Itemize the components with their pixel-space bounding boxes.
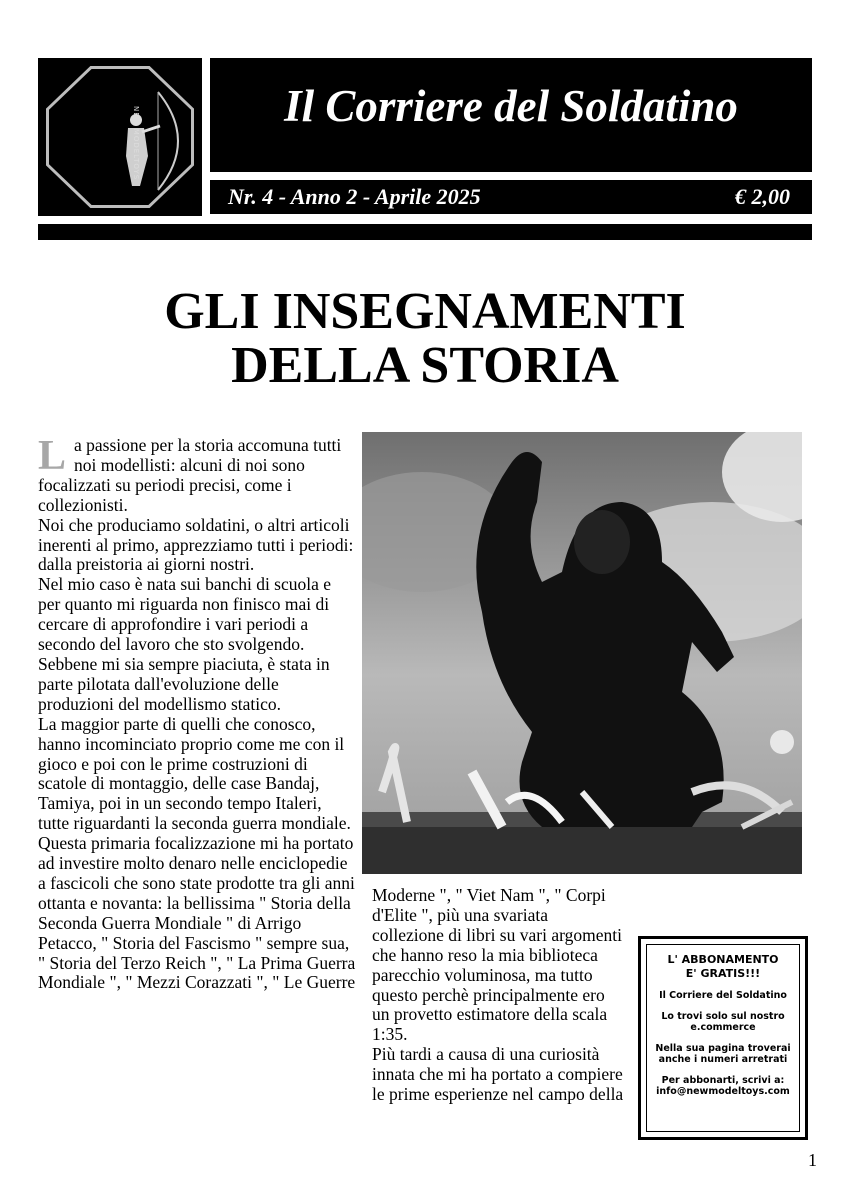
masthead-logo: [38, 58, 202, 216]
article-paragraph: Moderne ", " Viet Nam ", " Corpi d'Elite ", più una svariata collezione di libri su vari argomenti che hanno reso la mia biblioteca parecchio voluminosa, ma tutto questo perchè principalmente ero un provetto estimatore della scala 1:35.: [372, 885, 622, 1045]
article-paragraph: Nel mio caso è nata sui banchi di scuola e per quanto mi riguarda non finisco mai di cercare di approfondire i vari periodi a secondo del lavoro che sto svolgendo.: [38, 574, 332, 655]
headline-line-1: GLI INSEGNAMENTI: [164, 283, 686, 340]
subscription-box: [638, 936, 808, 1140]
subscription-contact: Per abbonarti, scrivi a: info@newmodeltoys.com: [656, 1074, 790, 1097]
ape-costume-figure-photo: [362, 432, 802, 874]
article-paragraph: Questa primaria focalizzazione mi ha portato ad investire molto denaro nelle enciclopedie a fascicoli che sono state prodotte tra gli anni ottanta e novanta: la bellissima " Storia della Seconda Guerra Mondiale " di Arrigo Petacco, " Storia del Fascismo " sempre sua, " Storia del Terzo Reich ", " La Prima Guerra Mondiale ", " Mezzi Corazzati ", " Le Guerre: [38, 833, 356, 993]
article-paragraph: Sebbene mi sia sempre piaciuta, è stata in parte pilotata dall'evoluzione delle produzioni del modellismo statico.: [38, 653, 330, 714]
masthead-title-bar: [210, 58, 812, 172]
article-paragraph: La maggior parte di quelli che conosco, hanno incominciato proprio come me con il gioco e poi con le prime costruzioni di scatole di montaggio, delle case Bandaj, Tamiya, poi in un secondo tempo Italeri, tutte riguardanti la seconda guerra mondiale.: [38, 713, 351, 834]
newspaper-title: Il Corriere del Soldatino: [284, 81, 738, 131]
logo-text: NEW MODELTOYS: [132, 105, 140, 181]
article-paragraph: Più tardi a causa di una curiosità innata che mi ha portato a compiere le prime esperienze nel campo della: [372, 1044, 624, 1105]
issue-price: € 2,00: [735, 184, 790, 209]
article-column-1: [38, 433, 356, 993]
article-paragraph: Noi che produciamo soldatini, o altri articoli inerenti al primo, apprezziamo tutti i periodi: dalla preistoria ai giorni nostri.: [38, 514, 354, 575]
masthead-rule: [38, 224, 812, 240]
article-photo: [362, 432, 802, 874]
issue-info: Nr. 4 - Anno 2 - Aprile 2025: [228, 184, 481, 209]
page-number: 1: [808, 1150, 817, 1170]
article-paragraph: La passione per la storia accomuna tutti noi modellisti: alcuni di noi sono focalizzati su periodi precisi, come i collezionisti.: [38, 433, 342, 515]
subscription-archive-note: Nella sua pagina troverai anche i numeri arretrati: [655, 1042, 791, 1065]
subscription-newspaper-name: Il Corriere del Soldatino: [659, 990, 787, 1001]
subscription-title: L' ABBONAMENTO E' GRATIS!!!: [667, 953, 779, 980]
drop-cap: L: [38, 433, 67, 479]
issue-bar: [210, 180, 812, 214]
subscription-ecommerce-note: Lo trovi solo sul nostro e.commerce: [661, 1010, 785, 1033]
article-headline: [38, 285, 812, 393]
article-column-2: [372, 886, 624, 1105]
headline-line-2: DELLA STORIA: [231, 337, 619, 394]
